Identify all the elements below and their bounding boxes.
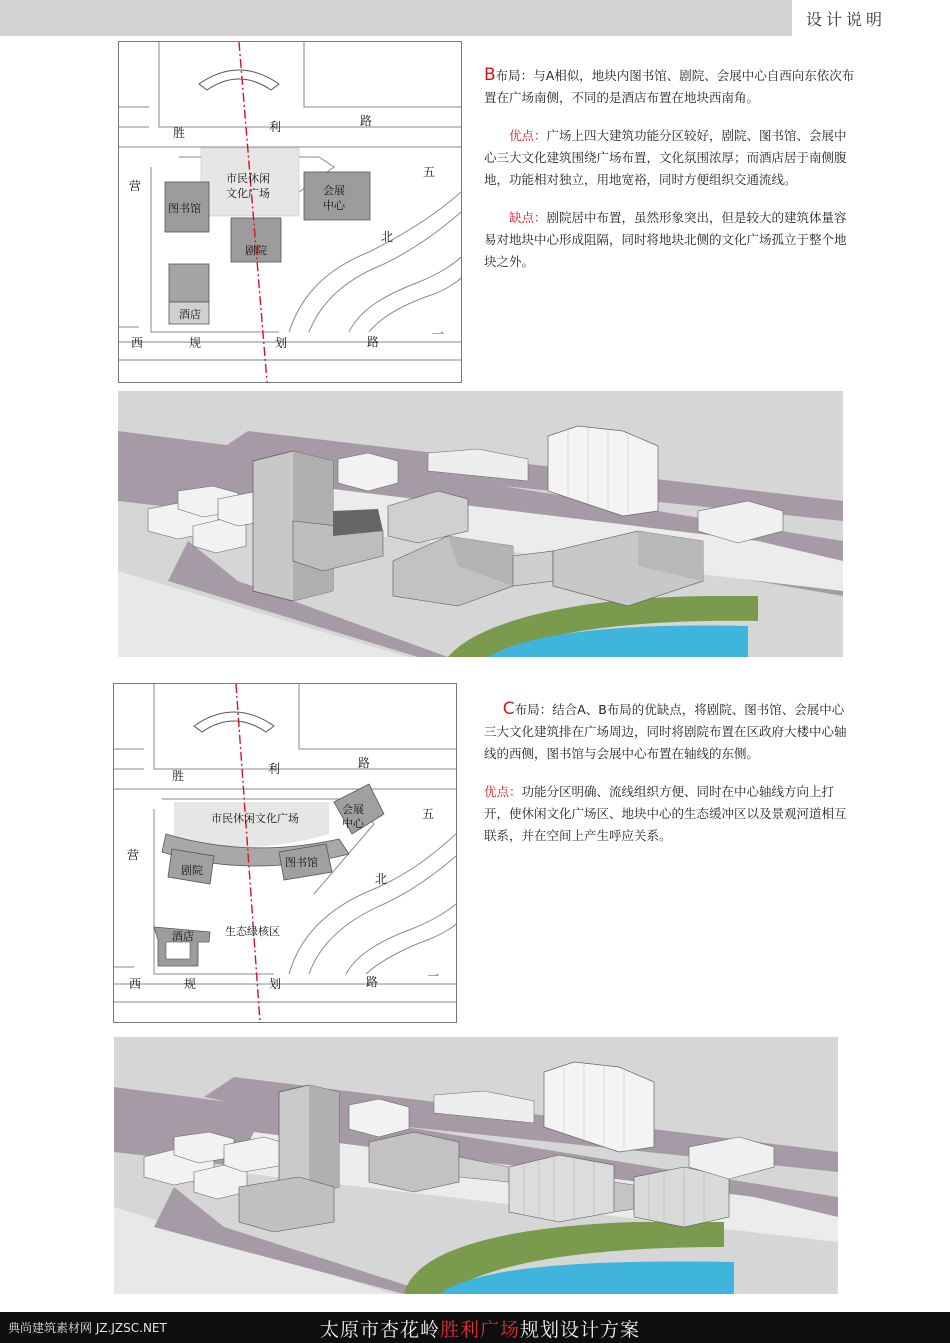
plan-b-label-expo-1: 会展 bbox=[323, 184, 345, 197]
text-c-layout bbox=[484, 698, 854, 765]
plan-c-road-top-2: 利 bbox=[268, 762, 281, 776]
footer-bar bbox=[0, 1312, 950, 1343]
footer-title-highlight: 胜利广场 bbox=[440, 1319, 521, 1341]
text-c-pros bbox=[484, 781, 854, 847]
plan-c-3d-view bbox=[114, 1037, 838, 1294]
plan-c-label-theatre: 剧院 bbox=[181, 864, 203, 877]
footer-title bbox=[320, 1315, 640, 1342]
plan-c-road-right-1: 五 bbox=[422, 807, 435, 821]
text-b-layout bbox=[484, 64, 856, 109]
plan-c-label-hotel: 酒店 bbox=[172, 930, 194, 943]
plan-b-road-bottom-3: 划 bbox=[275, 336, 288, 350]
plan-c-road-right-2: 北 bbox=[375, 872, 388, 886]
text-c-letter: C bbox=[502, 699, 515, 719]
plan-c-label-library: 图书馆 bbox=[285, 856, 318, 869]
text-b-pros bbox=[484, 125, 856, 191]
text-c-pros-title: 优点： bbox=[484, 784, 522, 799]
plan-b-label-plaza-2: 文化广场 bbox=[226, 187, 270, 200]
plan-b-road-right-2: 北 bbox=[381, 230, 394, 244]
plan-b-road-bottom-2: 规 bbox=[189, 336, 202, 350]
section-tag bbox=[792, 0, 950, 36]
text-b bbox=[484, 64, 856, 289]
plan-c-road-bottom-2: 规 bbox=[184, 977, 197, 991]
plan-b-label-expo-2: 中心 bbox=[323, 199, 345, 212]
plan-b-road-bottom-1: 西 bbox=[131, 336, 144, 350]
plan-b-label-theatre: 剧院 bbox=[245, 244, 267, 257]
text-c-layout-body: 结合A、B布局的优缺点，将剧院、图书馆、会展中心三大文化建筑排在广场周边，同时将剧院布置在区政府大楼中心轴线的西侧，图书馆与会展中心布置在轴线的东侧。 bbox=[484, 702, 847, 761]
plan-c-label-expo-1: 会展 bbox=[342, 803, 364, 816]
plan-b-road-top-1: 胜 bbox=[173, 126, 186, 140]
footer-title-post: 规划设计方案 bbox=[520, 1319, 641, 1341]
plan-c-road-bottom-4: 路 bbox=[366, 975, 379, 989]
plan-b-road-left: 营 bbox=[129, 179, 142, 193]
plan-b-label-plaza-1: 市民休闲 bbox=[226, 172, 270, 185]
plan-b-3d-view bbox=[118, 391, 843, 657]
plan-c-map bbox=[113, 683, 457, 1023]
plan-c-road-top-1: 胜 bbox=[172, 769, 185, 783]
plan-b-road-bottom-4: 路 bbox=[367, 335, 380, 349]
plan-b-map bbox=[118, 41, 462, 383]
plan-b-drawing bbox=[119, 42, 461, 382]
text-b-cons-title: 缺点： bbox=[509, 210, 547, 225]
plan-c-drawing bbox=[114, 684, 456, 1022]
header-bar bbox=[0, 0, 950, 36]
plan-b-road-top-2: 利 bbox=[269, 120, 282, 134]
plan-c-label-eco: 生态绿核区 bbox=[225, 925, 280, 938]
plan-b-road-top-3: 路 bbox=[360, 114, 373, 128]
plan-c-road-bottom-1: 西 bbox=[129, 977, 142, 991]
text-b-cons-body: 剧院居中布置，虽然形象突出，但是较大的建筑体量容易对地块中心形成阻隔，同时将地块北侧的文化广场孤立于整个地块之外。 bbox=[484, 210, 847, 269]
section-title: 设计说明 bbox=[806, 10, 887, 29]
plan-b-road-right-1: 五 bbox=[423, 165, 436, 179]
text-c-pros-body: 功能分区明确、流线组织方便、同时在中心轴线方向上打开，使休闲文化广场区、地块中心的生态缓冲区以及景观河道相互联系，并在空间上产生呼应关系。 bbox=[484, 784, 847, 843]
plan-c-3d-drawing bbox=[114, 1037, 838, 1294]
footer-title-pre: 太原市杏花岭 bbox=[320, 1319, 441, 1341]
plan-c-road-left: 营 bbox=[127, 848, 140, 862]
text-b-layout-body: 与A相似，地块内图书馆、剧院、会展中心自西向东依次布置在广场南侧，不同的是酒店布置在地块西南角。 bbox=[484, 68, 855, 105]
text-c-layout-title: 布局： bbox=[514, 702, 553, 717]
text-b-letter: B bbox=[484, 65, 496, 85]
text-b-pros-title: 优点： bbox=[509, 128, 547, 143]
plan-b-label-library: 图书馆 bbox=[168, 202, 201, 215]
plan-b-label-hotel: 酒店 bbox=[179, 308, 201, 321]
plan-c-road-right-3: 一 bbox=[427, 969, 440, 983]
plan-b-road-right-3: 一 bbox=[432, 327, 445, 341]
text-c bbox=[484, 698, 854, 863]
text-b-pros-body: 广场上四大建筑功能分区较好，剧院、图书馆、会展中心三大文化建筑围绕广场布置，文化氛围浓厚；而酒店居于南侧腹地，功能相对独立，用地宽裕，同时方便组织交通流线。 bbox=[484, 128, 847, 187]
text-b-cons bbox=[484, 207, 856, 273]
plan-c-road-bottom-3: 划 bbox=[269, 977, 282, 991]
plan-c-road-top-3: 路 bbox=[358, 756, 371, 770]
plan-c-label-plaza: 市民休闲文化广场 bbox=[211, 812, 299, 825]
text-b-layout-title: 布局： bbox=[495, 68, 534, 83]
plan-b-3d-drawing bbox=[118, 391, 843, 657]
plan-c-label-expo-2: 中心 bbox=[342, 817, 364, 830]
footer-site: 典尚建筑素材网 JZ.JZSC.NET bbox=[8, 1321, 167, 1335]
